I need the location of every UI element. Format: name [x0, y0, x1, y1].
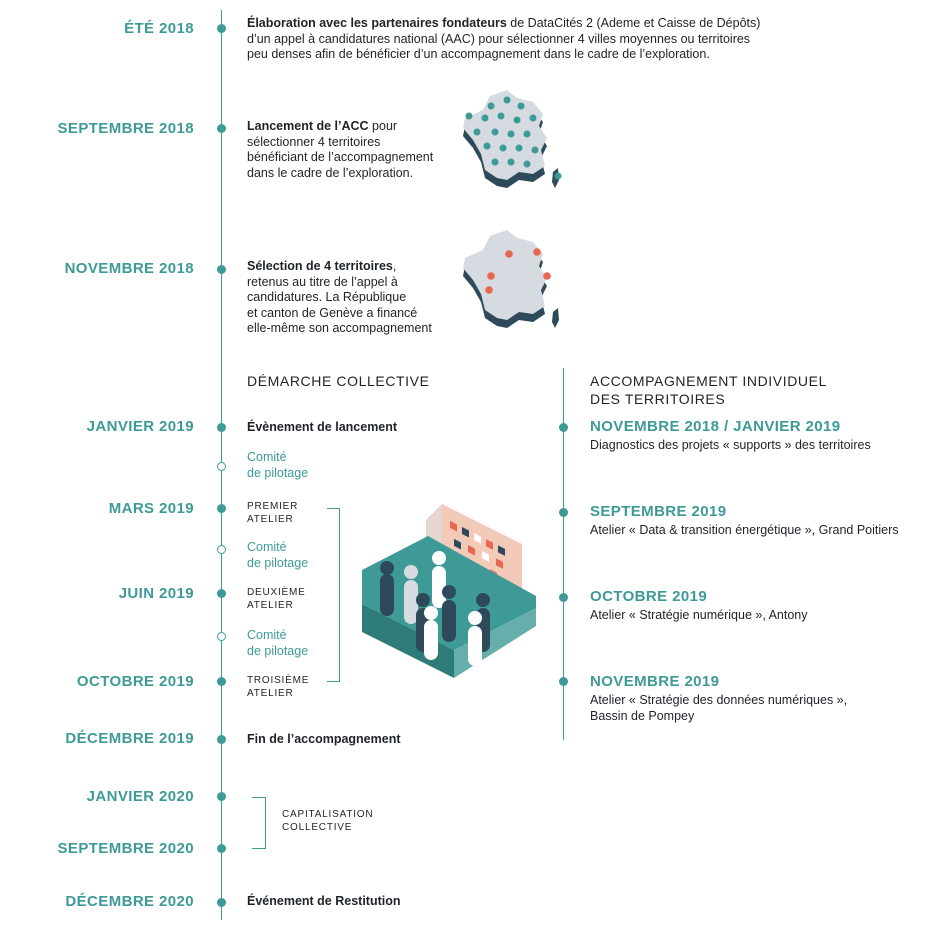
event-fin-accompagnement: Fin de l’accompagnement — [247, 732, 401, 746]
date-novembre-2019: NOVEMBRE 2019 — [590, 673, 720, 690]
event-lancement: Évènement de lancement — [247, 420, 398, 434]
comite-pilotage-2: Comité de pilotage — [247, 540, 309, 570]
timeline-dot — [217, 124, 226, 133]
timeline-dot — [559, 593, 568, 602]
diagnostics-text: Diagnostics des projets « supports » des territoires — [590, 438, 871, 452]
timeline-dot — [217, 677, 226, 686]
france-map-selected-icon — [455, 228, 565, 333]
france-map-candidates-icon — [455, 88, 565, 193]
timeline-open-dot — [217, 462, 226, 471]
individual-section-title: ACCOMPAGNEMENT INDIVIDUEL DES TERRITOIRES — [590, 373, 827, 407]
date-septembre-2018: SEPTEMBRE 2018 — [57, 120, 194, 137]
label-deuxieme-atelier: DEUXIÈME ATELIER — [247, 587, 306, 611]
timeline-open-dot — [217, 545, 226, 554]
atelier-bassin-pompey: Atelier « Stratégie des données numériques », Bassin de Pompey — [590, 693, 848, 723]
event-restitution: Événement de Restitution — [247, 894, 401, 908]
date-novembre-2018: NOVEMBRE 2018 — [64, 260, 194, 277]
timeline-dot — [217, 735, 226, 744]
collective-section-title: DÉMARCHE COLLECTIVE — [247, 373, 430, 389]
comite-pilotage-3: Comité de pilotage — [247, 628, 309, 658]
timeline-dot — [217, 898, 226, 907]
label-troisieme-atelier: TROISIÈME ATELIER — [247, 675, 310, 699]
label-premier-atelier: PREMIER ATELIER — [247, 501, 299, 525]
date-octobre-2019: OCTOBRE 2019 — [76, 673, 194, 690]
date-nov2018-jan2019: NOVEMBRE 2018 / JANVIER 2019 — [590, 418, 841, 435]
timeline-dot — [217, 265, 226, 274]
item-novembre-2018-text: Sélection de 4 territoires, retenus au titre de l’appel à candidatures. La République et canton de Genève a financé elle-même son accompagnement — [247, 259, 432, 335]
item-ete-2018-text: Élaboration avec les partenaires fondateurs de DataCités 2 (Ademe et Caisse de Dépôts) d’un appel à candidatures national (AAC) pour sélectionner 4 villes moyennes ou territoires peu denses afin de bénéficier d’un accompagnement dans le cadre de l’exploration. — [247, 16, 761, 61]
atelier-antony: Atelier « Stratégie numérique », Antony — [590, 608, 808, 622]
date-septembre-2020: SEPTEMBRE 2020 — [57, 840, 194, 857]
label-capitalisation: CAPITALISATION COLLECTIVE — [282, 809, 374, 833]
timeline-dot — [559, 423, 568, 432]
timeline-dot — [217, 589, 226, 598]
ateliers-bracket — [327, 508, 340, 682]
timeline-dot — [217, 504, 226, 513]
timeline-dot — [217, 844, 226, 853]
timeline-dot — [559, 508, 568, 517]
date-janvier-2020: JANVIER 2020 — [86, 788, 194, 805]
date-decembre-2020: DÉCEMBRE 2020 — [65, 893, 194, 910]
timeline-dot — [217, 423, 226, 432]
date-ete-2018: ÉTÉ 2018 — [124, 20, 194, 37]
date-decembre-2019: DÉCEMBRE 2019 — [65, 730, 194, 747]
date-septembre-2019: SEPTEMBRE 2019 — [590, 503, 727, 520]
timeline-open-dot — [217, 632, 226, 641]
capitalisation-bracket — [252, 797, 266, 849]
comite-pilotage-1: Comité de pilotage — [247, 450, 309, 480]
date-mars-2019: MARS 2019 — [108, 500, 194, 517]
timeline-dot — [217, 24, 226, 33]
date-octobre-2019-right: OCTOBRE 2019 — [590, 588, 708, 605]
timeline-dot — [559, 677, 568, 686]
item-septembre-2018-text: Lancement de l’ACC pour sélectionner 4 territoires bénéficiant de l’accompagnement dans le cadre de l’exploration. — [247, 119, 434, 180]
atelier-grand-poitiers: Atelier « Data & transition énergétique », Grand Poitiers — [590, 523, 899, 537]
date-juin-2019: JUIN 2019 — [118, 585, 194, 602]
timeline-dot — [217, 792, 226, 801]
date-janvier-2019: JANVIER 2019 — [86, 418, 194, 435]
workshop-people-illustration-icon — [358, 500, 540, 682]
